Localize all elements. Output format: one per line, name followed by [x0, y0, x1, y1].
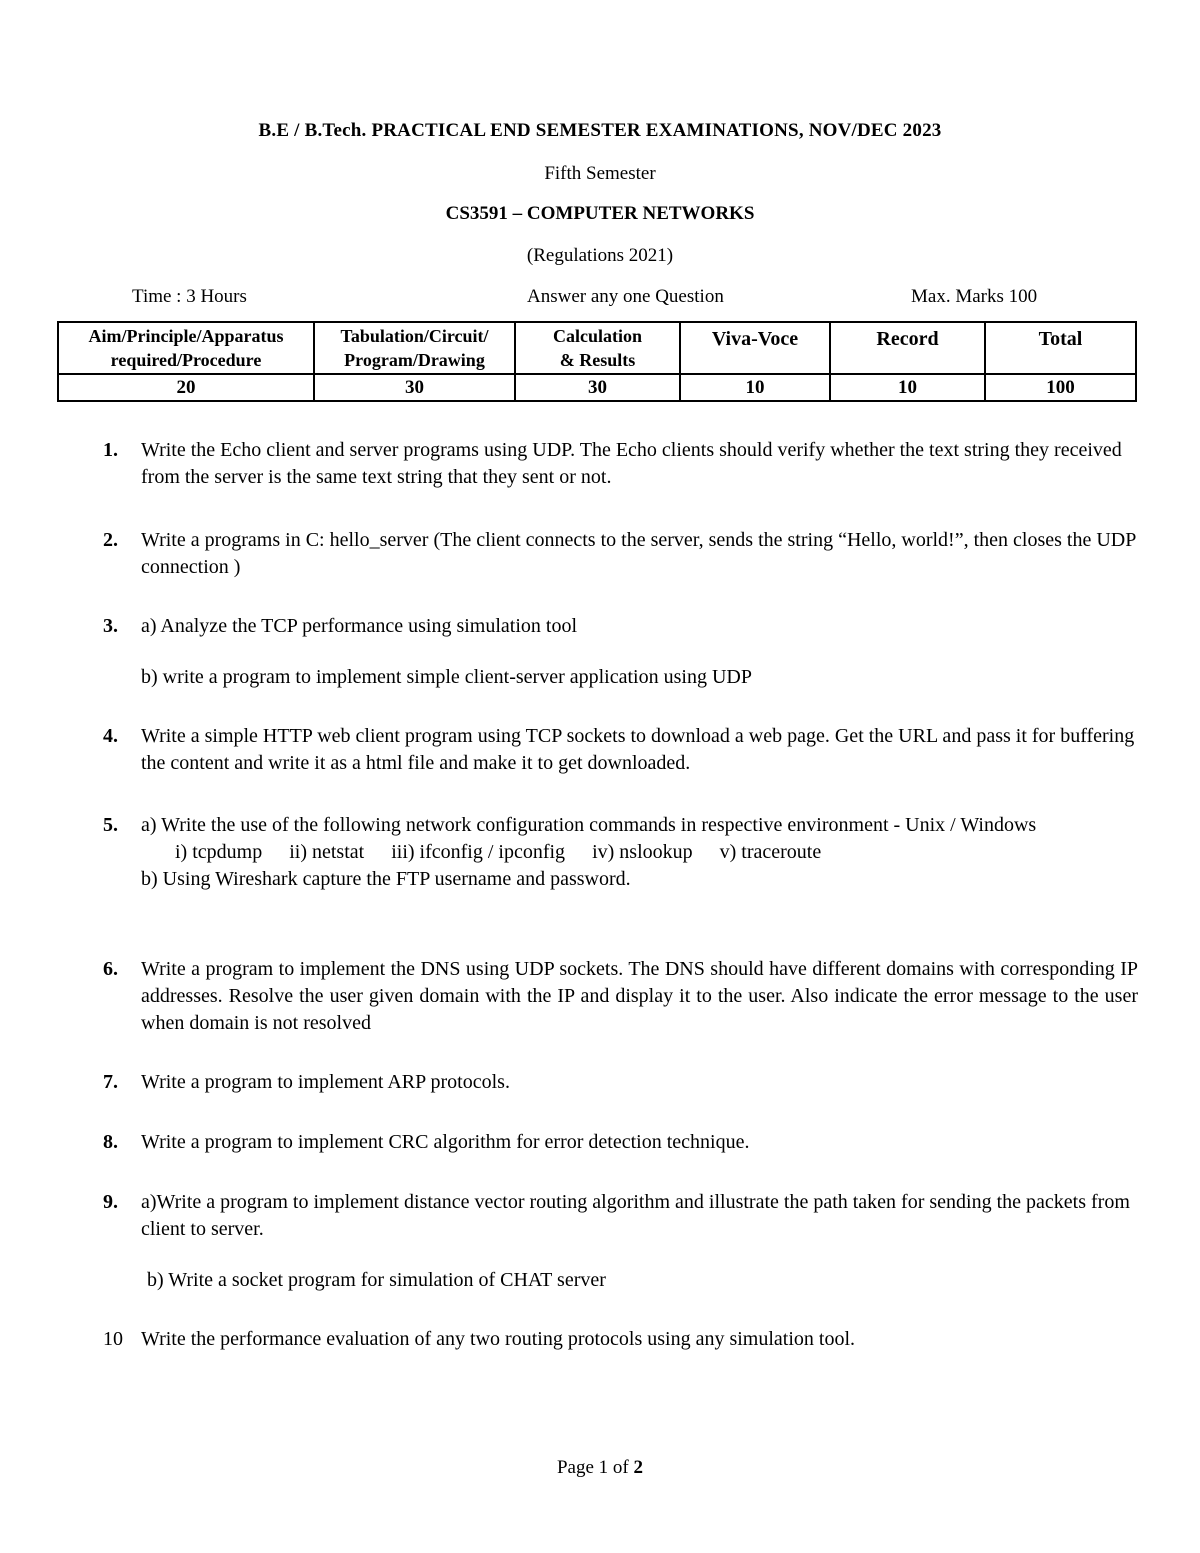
question-5 [103, 812, 1138, 893]
value-cell: 100 [985, 374, 1136, 401]
question-7 [103, 1069, 1138, 1096]
question-part-b: b) Write a socket program for simulation of CHAT server [147, 1269, 606, 1291]
question-number: 3. [103, 615, 118, 637]
command-item: v) traceroute [719, 841, 822, 863]
header-cell-total: Total [985, 322, 1136, 374]
question-part-b: b) Using Wireshark capture the FTP username and password. [141, 868, 631, 890]
question-number: 2. [103, 529, 118, 551]
header-cell-record: Record [830, 322, 985, 374]
page-footer [0, 1457, 1200, 1479]
question-6 [103, 956, 1138, 1037]
question-3 [103, 613, 1138, 691]
value-cell: 30 [314, 374, 515, 401]
exam-title: B.E / B.Tech. PRACTICAL END SEMESTER EXAMINATIONS, NOV/DEC 2023 [258, 120, 942, 141]
command-item: iii) ifconfig / ipconfig [391, 841, 566, 863]
question-text: Write a programs in C: hello_server (The client connects to the server, sends the string “Hello, world!”, then closes the UDP connection ) [141, 529, 1136, 578]
course-title: CS3591 – COMPUTER NETWORKS [445, 203, 755, 224]
question-text: Write a program to implement ARP protocols. [141, 1071, 510, 1093]
regulations-label: (Regulations 2021) [526, 245, 674, 266]
question-part-a: a) Write the use of the following network configuration commands in respective environment - Unix / Windows [141, 814, 1037, 836]
marks-table-values-row [58, 374, 1136, 401]
question-number: 9. [103, 1191, 118, 1213]
instruction-label: Answer any one Question [527, 286, 724, 307]
question-part-a: a) Analyze the TCP performance using simulation tool [141, 615, 578, 637]
value-cell: 20 [58, 374, 314, 401]
header-cell-tabulation: Tabulation/Circuit/ Program/Drawing [314, 322, 515, 374]
question-text: Write the Echo client and server programs using UDP. The Echo clients should verify whether the text string they received from the server is the same text string that they sent or not. [141, 439, 1122, 488]
question-text: Write a simple HTTP web client program using TCP sockets to download a web page. Get the URL and pass it for buffering the content and write it as a html file and make it to get downloaded. [141, 725, 1135, 774]
question-part-b: b) write a program to implement simple client-server application using UDP [141, 666, 752, 688]
header-cell-aim: Aim/Principle/Apparatus required/Procedure [58, 322, 314, 374]
question-number: 7. [103, 1071, 118, 1093]
max-marks-label: Max. Marks 100 [911, 286, 1038, 307]
question-1 [103, 437, 1138, 491]
question-2 [103, 527, 1138, 581]
command-item: i) tcpdump [175, 841, 263, 863]
question-number: 8. [103, 1131, 118, 1153]
question-text: Write the performance evaluation of any two routing protocols using any simulation tool. [141, 1328, 856, 1350]
question-9 [103, 1189, 1138, 1294]
time-label: Time : 3 Hours [132, 286, 247, 307]
value-cell: 30 [515, 374, 680, 401]
semester-label: Fifth Semester [544, 163, 656, 184]
question-number: 4. [103, 725, 118, 747]
command-item: ii) netstat [289, 841, 365, 863]
value-cell: 10 [830, 374, 985, 401]
question-part-a: a)Write a program to implement distance vector routing algorithm and illustrate the path taken for sending the packets from client to server. [141, 1191, 1130, 1240]
command-item: iv) nslookup [592, 841, 693, 863]
question-4 [103, 723, 1138, 777]
page-number-total: 2 [633, 1457, 643, 1478]
header-cell-viva: Viva-Voce [680, 322, 830, 374]
question-number: 1. [103, 439, 118, 461]
question-number: 5. [103, 814, 118, 836]
marks-table [57, 321, 1137, 402]
question-10 [103, 1326, 1138, 1353]
header-cell-calculation: Calculation & Results [515, 322, 680, 374]
question-8 [103, 1129, 1138, 1156]
value-cell: 10 [680, 374, 830, 401]
page-number-prefix: Page 1 of [556, 1457, 634, 1478]
question-text: Write a program to implement the DNS using UDP sockets. The DNS should have different domains with corresponding IP addresses. Resolve the user given domain with the IP and display it to the user. Also indicate the error message to the user when domain is not resolved [141, 958, 1138, 1034]
question-number: 10 [103, 1328, 123, 1350]
question-number: 6. [103, 958, 118, 980]
question-text: Write a program to implement CRC algorithm for error detection technique. [141, 1131, 750, 1153]
command-list [141, 839, 1138, 866]
marks-table-header-row [58, 322, 1136, 374]
